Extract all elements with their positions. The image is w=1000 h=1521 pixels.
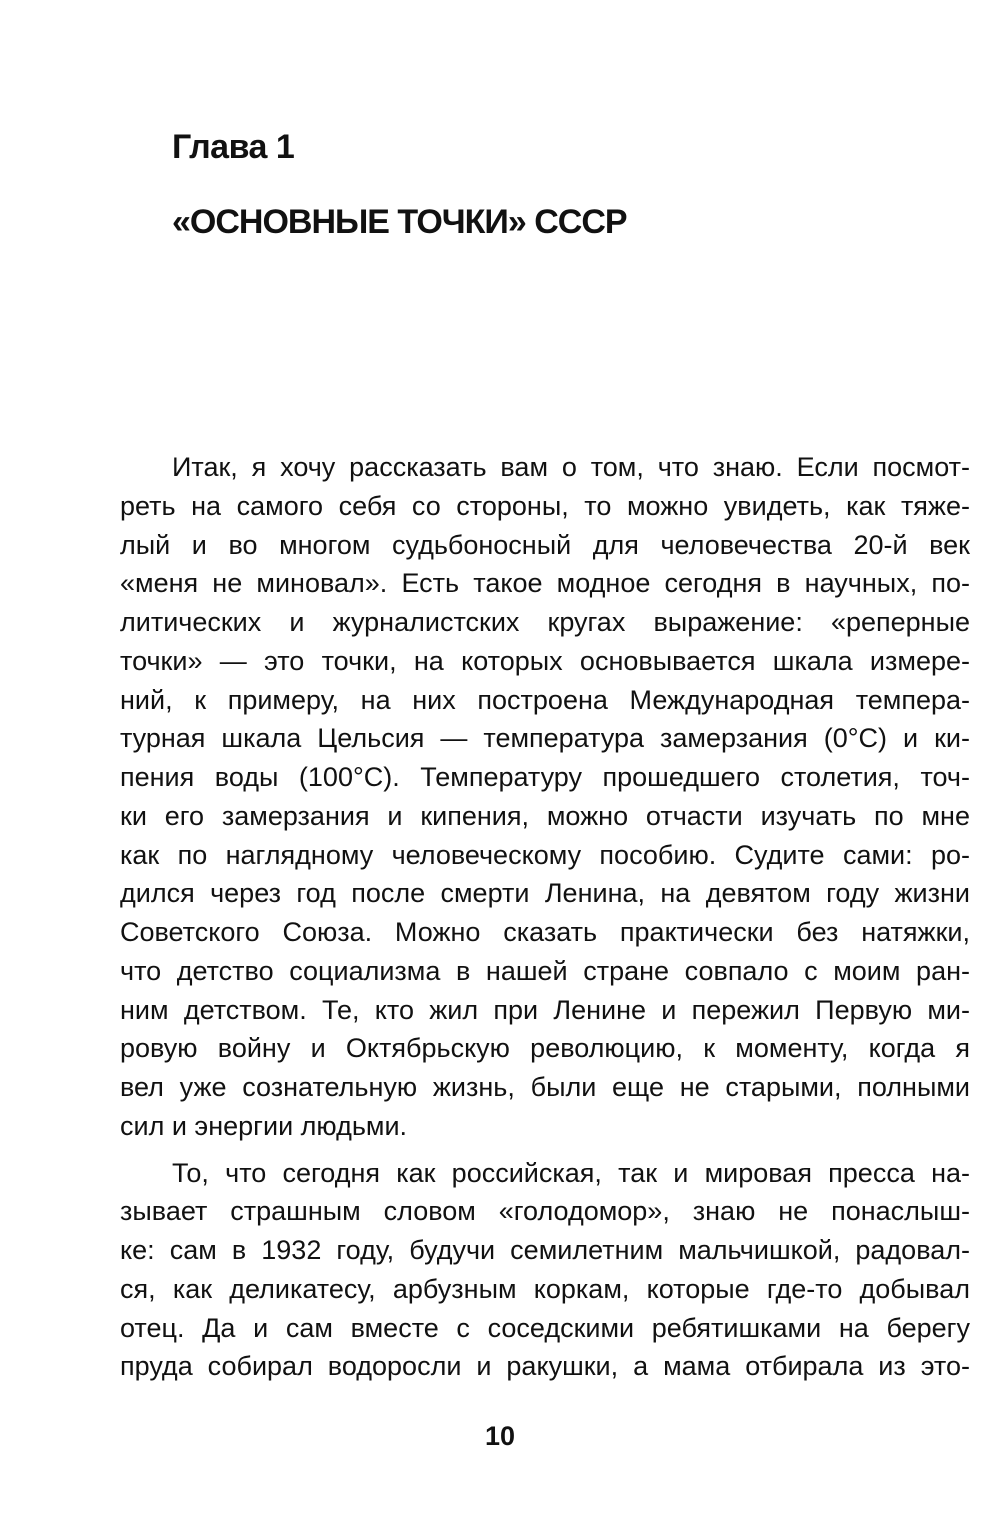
page-number: 10 — [484, 1421, 516, 1451]
paragraph-1 — [120, 448, 970, 1146]
text-line: точки» — это точки, на которых основывается шкала измере- — [120, 645, 970, 676]
text-line: ся, как деликатесу, арбузным коркам, которые где-то добывал — [120, 1273, 970, 1304]
text-line: турная шкала Цельсия — температура замерзания (0°С) и ки- — [120, 723, 970, 754]
text-line: как по наглядному человеческому пособию. Судите сами: ро- — [120, 839, 970, 870]
paragraph-gap — [120, 1146, 970, 1154]
text-line: вел уже сознательную жизнь, были еще не старыми, полными — [120, 1072, 970, 1102]
text-line: что детство социализма в нашей стране совпало с моим ран- — [120, 955, 970, 986]
text-line: ки его замерзания и кипения, можно отчасти изучать по мне — [120, 800, 970, 831]
chapter-label: Глава 1 — [172, 128, 295, 166]
text-line: ке: сам в 1932 году, будучи семилетним мальчишкой, радовал- — [120, 1235, 970, 1265]
text-line: Итак, я хочу рассказать вам о том, что знаю. Если посмот- — [172, 452, 970, 482]
text-line: ровую войну и Октябрьскую революцию, к моменту, когда я — [120, 1033, 970, 1064]
text-line: пения воды (100°С). Температуру прошедшего столетия, точ- — [120, 762, 970, 792]
text-line: ним детством. Те, кто жил при Ленине и пережил Первую ми- — [120, 994, 970, 1025]
paragraph-2 — [120, 1154, 970, 1387]
text-line: пруда собирал водоросли и ракушки, а мама отбирала из это- — [120, 1351, 970, 1382]
chapter-title: «ОСНОВНЫЕ ТОЧКИ» СССР — [172, 203, 627, 241]
text-line: литических и журналистских кругах выражение: «реперные — [120, 607, 970, 637]
text-line: То, что сегодня как российская, так и мировая пресса на- — [172, 1157, 970, 1188]
text-line: «меня не миновал». Есть такое модное сегодня в научных, по- — [120, 568, 970, 599]
text-line: лый и во многом судьбоносный для человечества 20-й век — [120, 529, 970, 560]
text-line: зывает страшным словом «голодомор», знаю не понаслыш- — [120, 1196, 970, 1227]
text-line: реть на самого себя со стороны, то можно увидеть, как тяже- — [120, 490, 970, 521]
body-text — [120, 448, 970, 1386]
text-line: дился через год после смерти Ленина, на девятом году жизни — [120, 878, 970, 909]
text-line: ний, к примеру, на них построена Международная темпера- — [120, 684, 970, 715]
text-line: сил и энергии людьми. — [120, 1110, 408, 1141]
text-line: Советского Союза. Можно сказать практически без натяжки, — [120, 917, 970, 947]
text-line: отец. Да и сам вместе с соседскими ребятишками на берегу — [120, 1312, 970, 1343]
